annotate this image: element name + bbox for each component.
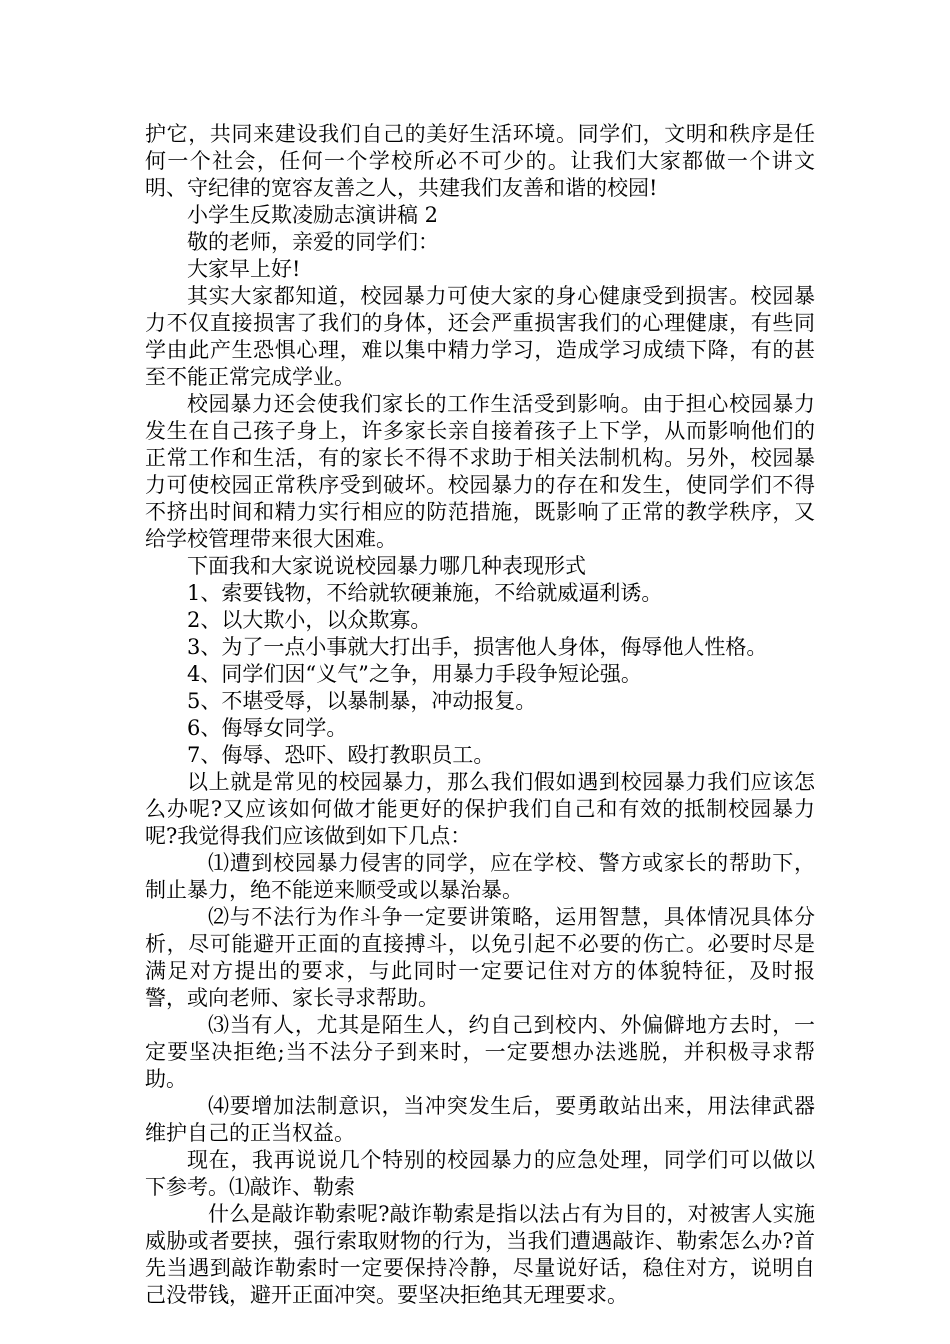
numbered-point: ⑴遭到校园暴力侵害的同学，应在学校、警方或家长的帮助下，制止暴力，绝不能逆来顺受或以暴治暴。 (145, 851, 815, 902)
paragraph: 以上就是常见的校园暴力，那么我们假如遇到校园暴力我们应该怎么办呢?又应该如何做才能更好的保护我们自己和有效的抵制校园暴力呢?我觉得我们应该做到如下几点： (145, 770, 815, 848)
list-item: 1、索要钱物，不给就软硬兼施，不给就威逼利诱。 (187, 581, 663, 605)
numbered-point: ⑵与不法行为作斗争一定要讲策略，运用智慧，具体情况具体分析，尽可能避开正面的直接搏斗，以免引起不必要的伤亡。必要时尽是满足对方提出的要求，与此同时一定要记住对方的体貌特征，及时报警，或向老师、家长寻求帮助。 (145, 905, 815, 1010)
list-item: 7、侮辱、恐吓、殴打教职员工。 (187, 743, 495, 767)
paragraph: 什么是敲诈勒索呢?敲诈勒索是指以法占有为目的，对被害人实施威胁或者要挟，强行索取财物的行为，当我们遭遇敲诈、勒索怎么办?首先当遇到敲诈勒索时一定要保持冷静，尽量说好话，稳住对方，说明自己没带钱，避开正面冲突。要坚决拒绝其无理要求。 (145, 1202, 815, 1307)
list-item: 4、同学们因“义气”之争，用暴力手段争短论强。 (187, 662, 642, 686)
document-body (145, 121, 815, 1309)
speech-title: 小学生反欺凌励志演讲稿 2 (187, 203, 439, 227)
paragraph: 其实大家都知道，校园暴力可使大家的身心健康受到损害。校园暴力不仅直接损害了我们的身体，还会严重损害我们的心理健康，有些同学由此产生恐惧心理，难以集中精力学习，造成学习成绩下降，有的甚至不能正常完成学业。 (145, 284, 815, 389)
salutation: 敬的老师，亲爱的同学们： (187, 230, 439, 254)
paragraph: 护它，共同来建设我们自己的美好生活环境。同学们，文明和秩序是任何一个社会，任何一个学校所必不可少的。让我们大家都做一个讲文明、守纪律的宽容友善之人，共建我们友善和谐的校园! (145, 122, 815, 200)
paragraph: 下面我和大家说说校园暴力哪几种表现形式 (187, 554, 586, 578)
numbered-point: ⑷要增加法制意识，当冲突发生后，要勇敢站出来，用法律武器维护自己的正当权益。 (145, 1094, 815, 1145)
greeting: 大家早上好! (187, 257, 301, 281)
list-item: 6、侮辱女同学。 (187, 716, 348, 740)
list-item: 2、以大欺小，以众欺寡。 (187, 608, 432, 632)
list-item: 5、不堪受辱，以暴制暴，冲动报复。 (187, 689, 537, 713)
list-item: 3、为了一点小事就大打出手，损害他人身体，侮辱他人性格。 (187, 635, 768, 659)
paragraph: 现在，我再说说几个特别的校园暴力的应急处理，同学们可以做以下参考。⑴敲诈、勒索 (145, 1148, 815, 1199)
paragraph: 校园暴力还会使我们家长的工作生活受到影响。由于担心校园暴力发生在自己孩子身上，许多家长亲自接着孩子上下学，从而影响他们的正常工作和生活，有的家长不得不求助于相关法制机构。另外，校园暴力可使校园正常秩序受到破坏。校园暴力的存在和发生，使同学们不得不挤出时间和精力实行相应的防范措施，既影响了正常的教学秩序，又给学校管理带来很大困难。 (145, 392, 815, 551)
numbered-point: ⑶当有人，尤其是陌生人，约自己到校内、外偏僻地方去时，一定要坚决拒绝;当不法分子到来时，一定要想办法逃脱，并积极寻求帮助。 (145, 1013, 815, 1091)
